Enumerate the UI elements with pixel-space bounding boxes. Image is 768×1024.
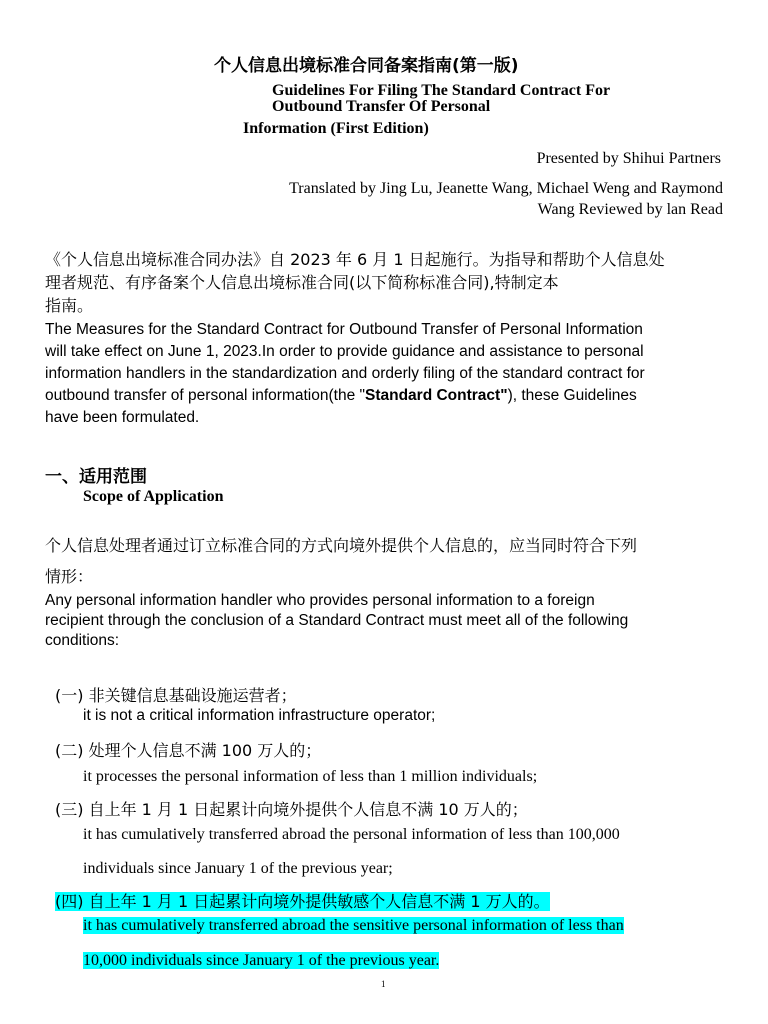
intro-en-line2: will take effect on June 1, 2023.In order to provide guidance and assistance to personal [45, 343, 644, 360]
condition-4-en-line1 [83, 917, 624, 935]
document-title-en-line1: Guidelines For Filing The Standard Contract For [272, 82, 611, 99]
condition-4-en-line1-highlight: it has cumulatively transferred abroad the sensitive personal information of less than [83, 917, 624, 934]
scope-en-line3: conditions: [45, 632, 120, 649]
condition-4-en-line2-highlight: 10,000 individuals since January 1 of the previous year. [83, 952, 440, 969]
page-number: 1 [381, 979, 386, 989]
intro-cn-line1: 《个人信息出境标准合同办法》自 2023 年 6 月 1 日起施行。为指导和帮助个人信息处 [45, 250, 665, 269]
condition-3-cn: (三) 自上年 1 月 1 日起累计向境外提供个人信息不满 10 万人的； [55, 800, 528, 819]
condition-4-cn-highlight: (四) 自上年 1 月 1 日起累计向境外提供敏感个人信息不满 1 万人的。 [55, 892, 550, 911]
section-heading-cn: 一、适用范围 [45, 467, 147, 487]
condition-1-en: it is not a critical information infrastructure operator; [83, 707, 436, 724]
condition-1-cn: (一) 非关键信息基础设施运营者； [55, 686, 297, 705]
intro-cn-line2: 理者规范、有序备案个人信息出境标准合同(以下简称标准合同),特制定本 [45, 273, 559, 292]
translator-credits-line1: Translated by Jing Lu, Jeanette Wang, Michael Weng and Raymond [289, 180, 723, 197]
section-heading-en: Scope of Application [83, 488, 224, 505]
presented-by: Presented by Shihui Partners [536, 150, 721, 167]
intro-en-line3: information handlers in the standardization and orderly filing of the standard contract for [45, 365, 645, 382]
condition-3-en-line2: individuals since January 1 of the previous year; [83, 860, 393, 877]
condition-4-cn [55, 889, 550, 912]
standard-contract-term: Standard Contract" [365, 387, 508, 404]
intro-en-line4-post: ), these Guidelines [507, 387, 637, 404]
intro-cn-line3: 指南。 [45, 296, 94, 315]
intro-en-line4-pre: outbound transfer of personal information(the " [45, 387, 365, 404]
scope-cn-line2: 情形： [45, 567, 94, 586]
intro-en-line4 [45, 387, 637, 405]
document-title-en-line3: Information (First Edition) [243, 120, 429, 137]
translator-credits-line2: Wang Reviewed by lan Read [537, 201, 723, 218]
condition-3-en-line1: it has cumulatively transferred abroad the personal information of less than 100,000 [83, 826, 620, 843]
scope-cn-line1: 个人信息处理者通过订立标准合同的方式向境外提供个人信息的，应当同时符合下列 [45, 536, 638, 555]
intro-en-line1: The Measures for the Standard Contract for Outbound Transfer of Personal Information [45, 321, 643, 338]
condition-4-en-line2 [83, 952, 439, 970]
condition-2-cn: (二) 处理个人信息不满 100 万人的； [55, 741, 322, 760]
scope-en-line2: recipient through the conclusion of a Standard Contract must meet all of the following [45, 612, 629, 629]
document-title-en-line2: Outbound Transfer Of Personal [272, 98, 491, 115]
document-title-cn: 个人信息出境标准合同备案指南(第一版) [214, 56, 519, 76]
scope-en-line1: Any personal information handler who provides personal information to a foreign [45, 592, 595, 609]
condition-2-en: it processes the personal information of less than 1 million individuals; [83, 768, 538, 785]
intro-en-line5: have been formulated. [45, 409, 200, 426]
